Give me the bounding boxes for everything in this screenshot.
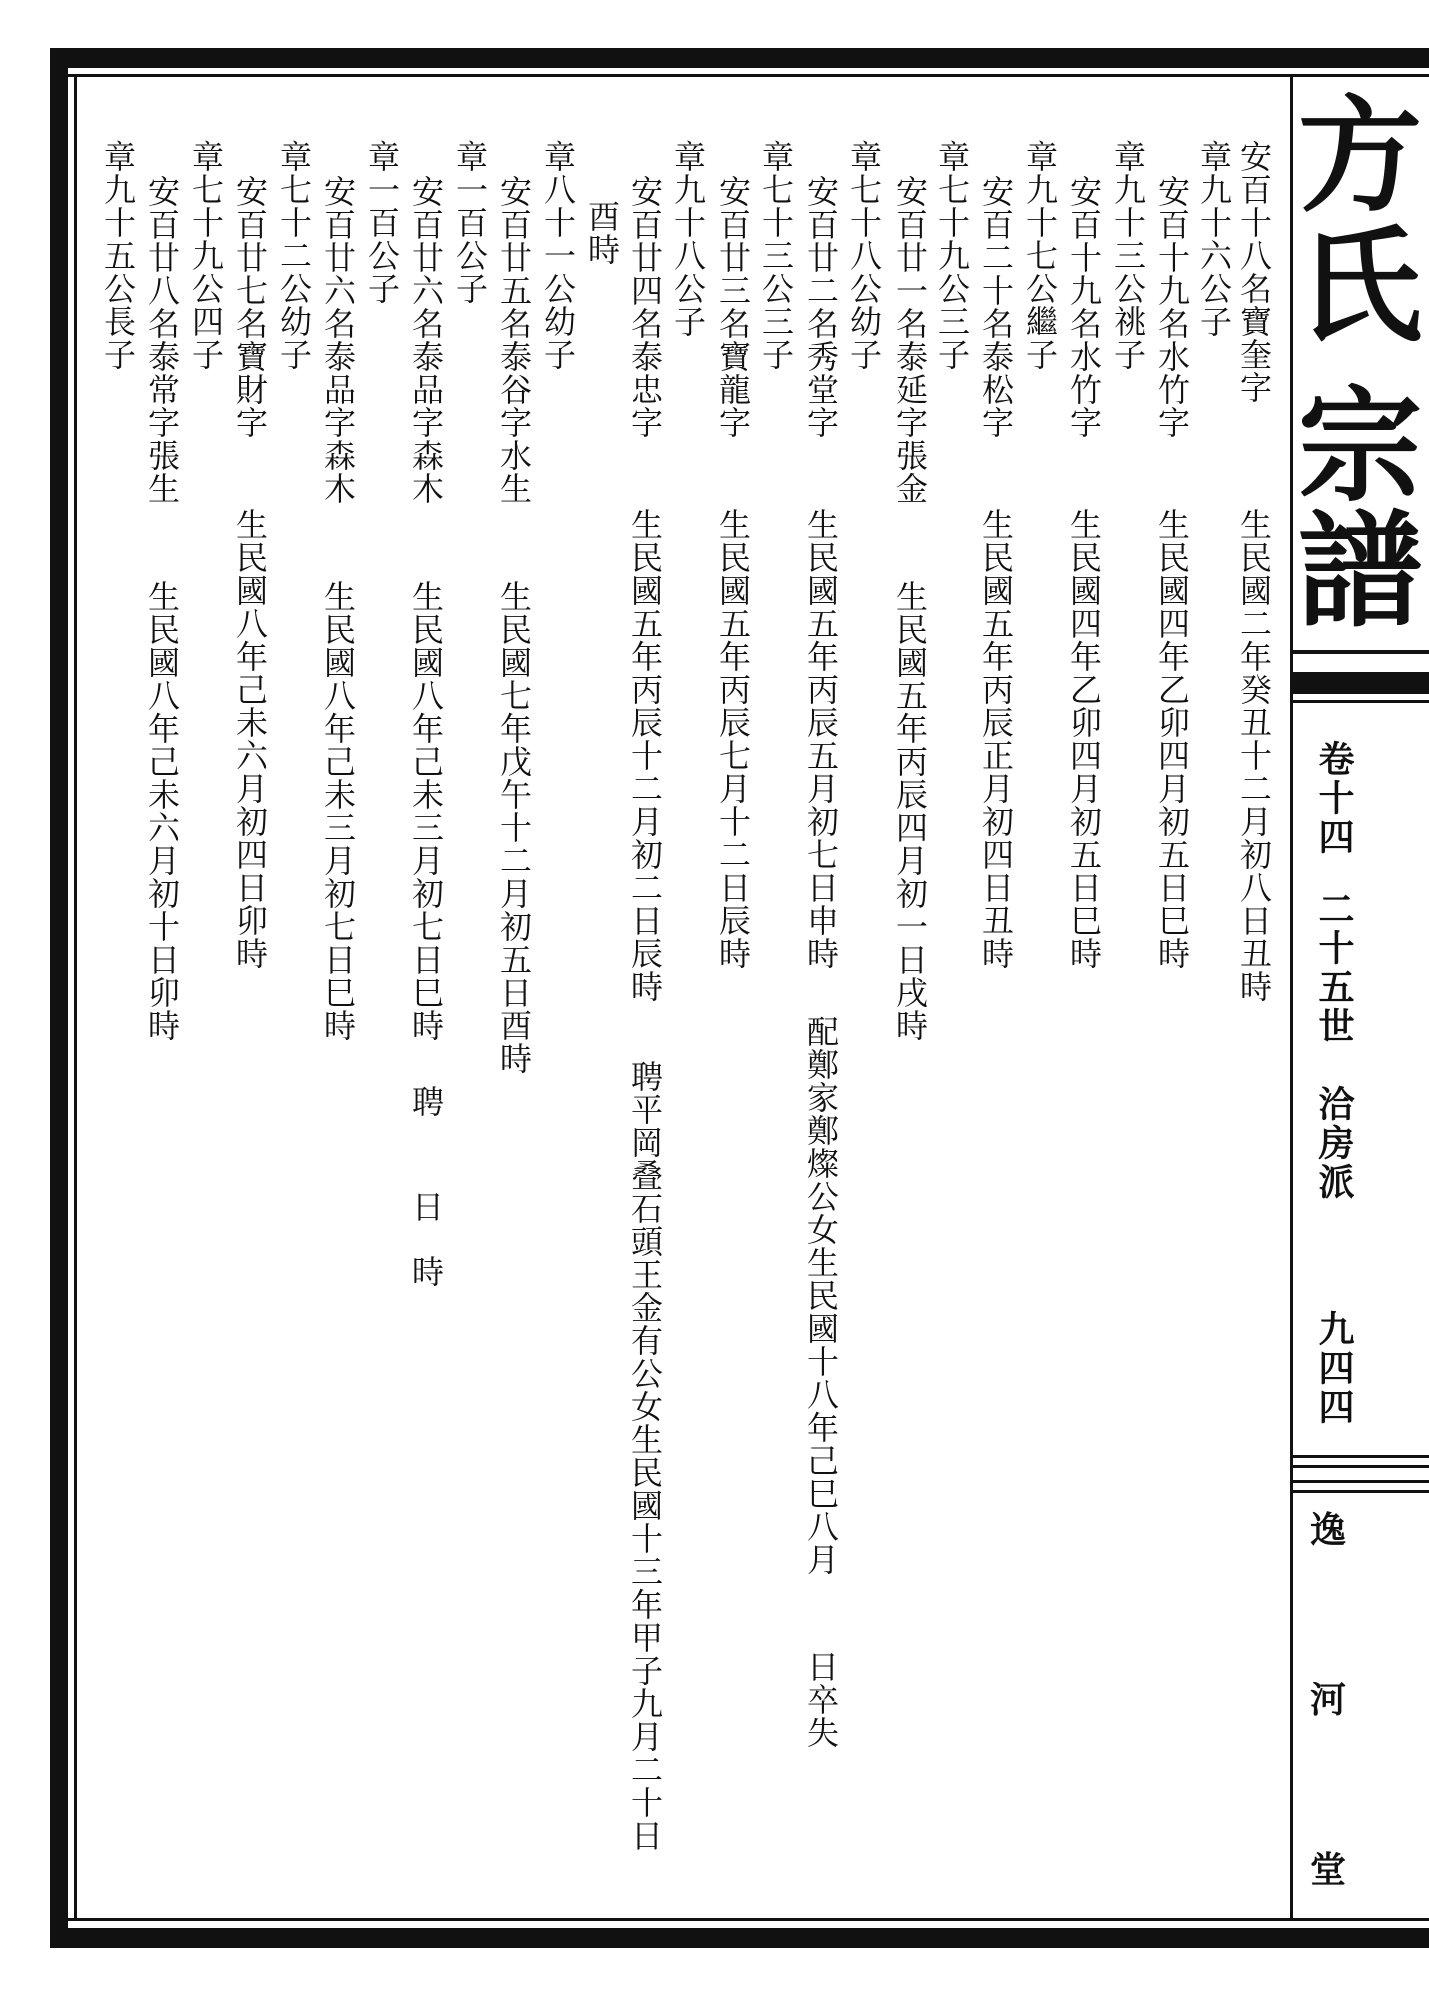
hall-divider-2	[1293, 1465, 1429, 1468]
entry-name: 安百廿七名寶財字	[231, 175, 269, 439]
entry-name: 安百廿一名泰延字張金	[891, 175, 929, 505]
volume-label: 卷十四	[1313, 740, 1355, 857]
entry-header: 章九十八公子	[669, 140, 707, 338]
entry-header: 章九十五公長子	[99, 140, 137, 371]
hall-char-1: 逸	[1310, 1509, 1350, 1551]
hall-divider-3	[1293, 1480, 1429, 1483]
entry-spouse: 聘	[407, 1085, 445, 1118]
entry-header: 章九十七公繼子	[1021, 140, 1059, 371]
title-char-4: 譜	[1297, 499, 1422, 644]
entry-name: 安百二十名泰松字	[977, 175, 1015, 439]
hall-divider-4	[1293, 1490, 1429, 1493]
hall-divider-1	[1293, 1455, 1429, 1458]
top-border-line	[50, 74, 1429, 77]
entry-birth: 生民國五年丙辰正月初四日丑時	[977, 508, 1015, 970]
entry-birth: 生民國五年丙辰五月初七日申時	[802, 508, 840, 970]
hall-char-3: 堂	[1310, 1849, 1350, 1891]
entry-name: 安百廿六名泰品字森木	[319, 175, 357, 505]
entry-birth: 生民國八年己未六月初十日卯時	[143, 580, 181, 1042]
entry-birth: 生民國四年乙卯四月初五日巳時	[1153, 508, 1191, 970]
page-number: 九四四	[1313, 1310, 1355, 1427]
entry-birth: 生民國八年己未三月初七日巳時	[319, 580, 357, 1042]
entry-spouse-end: 日卒失	[802, 1650, 840, 1749]
entry-birth: 生民國二年癸丑十二月初八日丑時	[1235, 508, 1273, 1003]
branch-label: 洽房派	[1313, 1085, 1355, 1202]
left-border-line	[74, 77, 77, 1921]
entry-spouse: 配鄭家鄭燦公女生民國十八年己巳八月	[802, 1015, 840, 1576]
entry-spouse-end: 時	[407, 1255, 445, 1288]
entry-spouse-mid: 日	[407, 1190, 445, 1223]
entry-header: 章七十九公四子	[187, 140, 225, 371]
title-divider-bar	[1293, 672, 1429, 694]
entry-birth: 生民國五年丙辰四月初一日戌時	[891, 580, 929, 1042]
title-char-1: 方	[1297, 84, 1422, 229]
entry-header: 章七十九公三子	[933, 140, 971, 371]
entry-birth: 生民國四年乙卯四月初五日巳時	[1065, 508, 1103, 970]
entry-header: 章九十三公祧子	[1109, 140, 1147, 371]
entry-header: 章八十一公幼子	[539, 140, 577, 371]
entry-name: 安百十八名寶奎字	[1235, 140, 1273, 404]
entry-header: 章七十二公幼子	[275, 140, 313, 371]
entry-name: 安百廿四名泰忠字	[626, 175, 664, 439]
entry-name: 安百廿五名泰谷字水生	[495, 175, 533, 505]
generation-label: 二十五世	[1313, 890, 1355, 1046]
title-divider-bottom	[1293, 700, 1429, 703]
bottom-border-line	[50, 1918, 1429, 1921]
entry-header: 章一百公子	[451, 140, 489, 305]
entry-name: 安百廿二名秀堂字	[802, 175, 840, 439]
entry-spouse-cont: 酉時	[583, 200, 621, 266]
top-border-bar	[50, 48, 1429, 68]
right-border-line	[1290, 77, 1293, 1921]
entry-header: 章一百公子	[363, 140, 401, 305]
entry-birth: 生民國七年戊午十二月初五日酉時	[495, 580, 533, 1075]
entry-birth: 生民國八年己未三月初七日巳時	[407, 580, 445, 1042]
entry-name: 安百十九名水竹字	[1153, 175, 1191, 439]
entry-birth: 生民國五年丙辰十二月初二日辰時	[626, 508, 664, 1003]
entry-name: 安百十九名水竹字	[1065, 175, 1103, 439]
title-char-3: 宗	[1297, 374, 1422, 519]
entry-header: 章九十六公子	[1195, 140, 1233, 338]
entry-birth: 生民國五年丙辰七月十二日辰時	[714, 508, 752, 970]
left-border-bar	[50, 48, 68, 1948]
title-char-2: 氏	[1297, 214, 1422, 359]
entry-birth: 生民國八年己未六月初四日卯時	[231, 508, 269, 970]
entry-name: 安百廿六名泰品字森木	[407, 175, 445, 505]
entry-spouse: 聘平岡叠石頭王金有公女生民國十三年甲子九月二十日	[626, 1060, 664, 1852]
hall-char-2: 河	[1310, 1679, 1350, 1721]
entry-header: 章七十三公三子	[757, 140, 795, 371]
entry-name: 安百廿三名寶龍字	[714, 175, 752, 439]
entry-header: 章七十八公幼子	[845, 140, 883, 371]
bottom-border-bar	[50, 1928, 1429, 1948]
title-divider-top	[1293, 650, 1429, 654]
entry-name: 安百廿八名泰常字張生	[143, 175, 181, 505]
